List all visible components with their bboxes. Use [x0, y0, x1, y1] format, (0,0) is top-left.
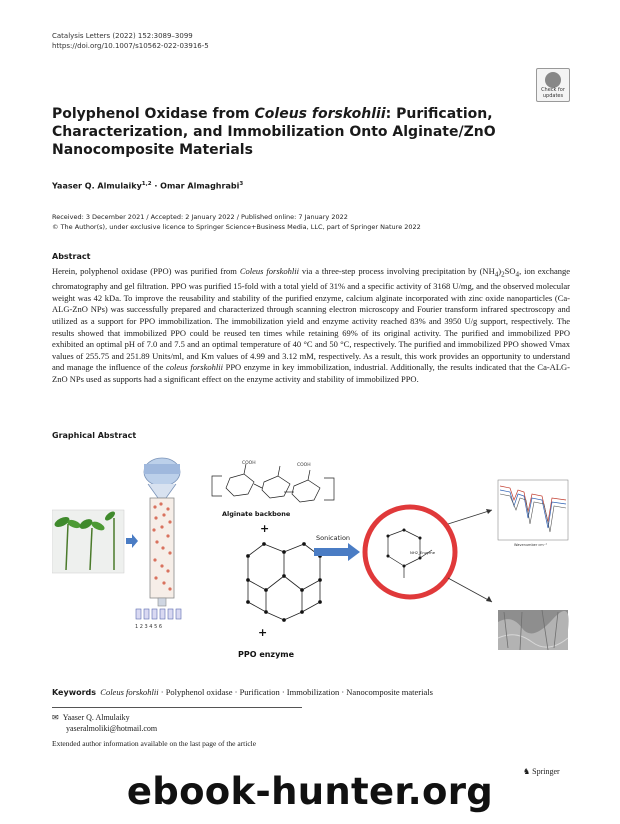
keywords-heading: Keywords — [52, 688, 97, 697]
abstract-text-2: via a three-step process involving precipitation by (NH — [298, 266, 495, 276]
watermark: ebook-hunter.org — [126, 770, 494, 813]
author-2-affiliation: 3 — [239, 181, 244, 187]
abstract-text-6: PPO enzyme in key immobilization, industrial. Additionally, the results indicated that the Ca-ALG-ZnO NPs used as supports had a significant effect on the enzyme activity and stability of immobilized PPO. — [52, 362, 570, 385]
dates-line: Received: 3 December 2021 / Accepted: 2 January 2022 / Published online: 7 January 2022 — [52, 213, 348, 221]
nh2-enzyme-label: NH2_Enzyme — [410, 550, 436, 555]
envelope-icon: ✉ — [52, 713, 59, 722]
plus-sign-1: + — [260, 522, 270, 535]
column-fraction-numbers: 1 2 3 4 5 6 — [135, 624, 163, 630]
ftir-spectrum — [498, 480, 568, 547]
ftir-axis-label: Wavenumber cm⁻¹ — [514, 543, 547, 547]
crossmark-icon — [545, 72, 561, 88]
abstract-text-3: ) — [498, 266, 502, 276]
author-list — [52, 181, 243, 191]
title-species: Coleus forskohlii — [254, 106, 386, 122]
author-1[interactable]: Yaaser Q. Almulaiky — [52, 181, 142, 191]
arrow-to-ftir — [448, 510, 492, 524]
journal-header — [52, 31, 209, 51]
abstract-species: Coleus forskohlii — [239, 266, 299, 276]
graphical-abstract-figure — [52, 452, 570, 667]
abstract-heading: Abstract — [52, 252, 91, 261]
abstract-species-2: coleus forskohlii — [166, 362, 223, 373]
article-title — [52, 105, 512, 159]
chromatography-column — [135, 458, 181, 630]
svg-text:COOH: COOH — [297, 463, 311, 468]
keyword-species[interactable]: Coleus forskohlii — [100, 687, 159, 697]
crossmark-line1: Check for — [541, 87, 565, 93]
corresponding-author — [52, 713, 157, 734]
author-1-affiliation: 1,2 — [141, 181, 152, 187]
plus-sign-2: + — [258, 626, 268, 639]
graphical-abstract-heading: Graphical Abstract — [52, 431, 137, 440]
ppo-enzyme-label: PPO enzyme — [238, 650, 295, 659]
footnote-divider — [52, 707, 302, 708]
contact-name: Yaaser Q. Almulaiky — [62, 713, 130, 722]
alginate-label: Alginate backbone — [222, 510, 291, 518]
abstract-body — [52, 266, 570, 386]
author-2[interactable]: Omar Almaghrabi — [160, 181, 240, 191]
abstract-text-4: SO — [504, 266, 516, 276]
keywords-line — [52, 687, 572, 697]
title-text-2: : Purification, Characterization, and Immobilization Onto Alginate/ZnO Nanocomposite Materials — [52, 106, 496, 158]
journal-citation: Catalysis Letters (2022) 152:3089–3099 — [52, 32, 193, 40]
title-text-1: Polyphenol Oxidase from — [52, 106, 255, 122]
svg-text:COOH: COOH — [242, 461, 256, 466]
abstract-text-1: Herein, polyphenol oxidase (PPO) was purified from — [52, 266, 240, 276]
springer-horse-icon: ♞ — [523, 767, 531, 776]
flow-arrow-1 — [126, 534, 138, 548]
copyright-line: © The Author(s), under exclusive licence to Springer Science+Business Media, LLC, part of Springer Nature 2022 — [52, 223, 421, 231]
contact-email[interactable]: yaseralmoliki@hotmail.com — [66, 723, 158, 733]
extended-info-note: Extended author information available on the last page of the article — [52, 739, 257, 748]
zno-lattice — [247, 543, 322, 622]
abstract-sub-2: 2 — [501, 270, 505, 279]
sonication-arrow — [314, 543, 360, 561]
sonication-label: Sonication — [316, 534, 351, 542]
publication-dates — [52, 212, 421, 232]
crossmark-line2: updates — [542, 92, 564, 99]
doi-link[interactable]: https://doi.org/10.1007/s10562-022-03916-5 — [52, 42, 209, 50]
publisher-name: Springer — [532, 767, 560, 776]
alginate-structure — [212, 464, 334, 502]
abstract-sub-1: 4 — [494, 270, 499, 279]
plant-photo — [52, 510, 124, 573]
author-separator: · — [151, 181, 161, 191]
keywords-rest: · Polyphenol oxidase · Purification · Immobilization · Nanocomposite materials — [158, 687, 433, 697]
arrow-to-sem — [448, 578, 492, 602]
check-for-updates-badge[interactable] — [536, 68, 570, 102]
abstract-sub-3: 4 — [515, 270, 520, 279]
sem-image — [498, 610, 569, 650]
abstract-text-5: , ion exchange chromatography and gel filtration. PPO was purified 15-fold with a total yield of 31% and a specific activity of 3168 U/mg, and the observed molecular weight was 42 kDa. To improve the reusability and stability of the purified enzyme, calcium alginate incorporated with zinc oxide nanoparticles (Ca-ALG-ZnO NPs) was successfully prepared and characterized through scanning electron microscopy and Fourier transform infrared spectroscopy and utilized as a support for PPO immobilization. The immobilization yield and enzyme activity reached 83% and 3950 U/g support, respectively. The results showed that immobilized PPO could be reused ten times while retaining 69% of its original activity. The purified and immobilized PPO exhibited an optimal pH of 7.0 and 7.5 and an optimal temperature of 40 °C and 50 °C, respectively. The purified and immobilized PPO showed Vmax values of 255.75 and 251.89 Units/ml, and Km values of 4.99 and 3.12 mM, respectively. As a result, this work provides an opportunity to understand and manage the influence of the — [52, 266, 570, 373]
